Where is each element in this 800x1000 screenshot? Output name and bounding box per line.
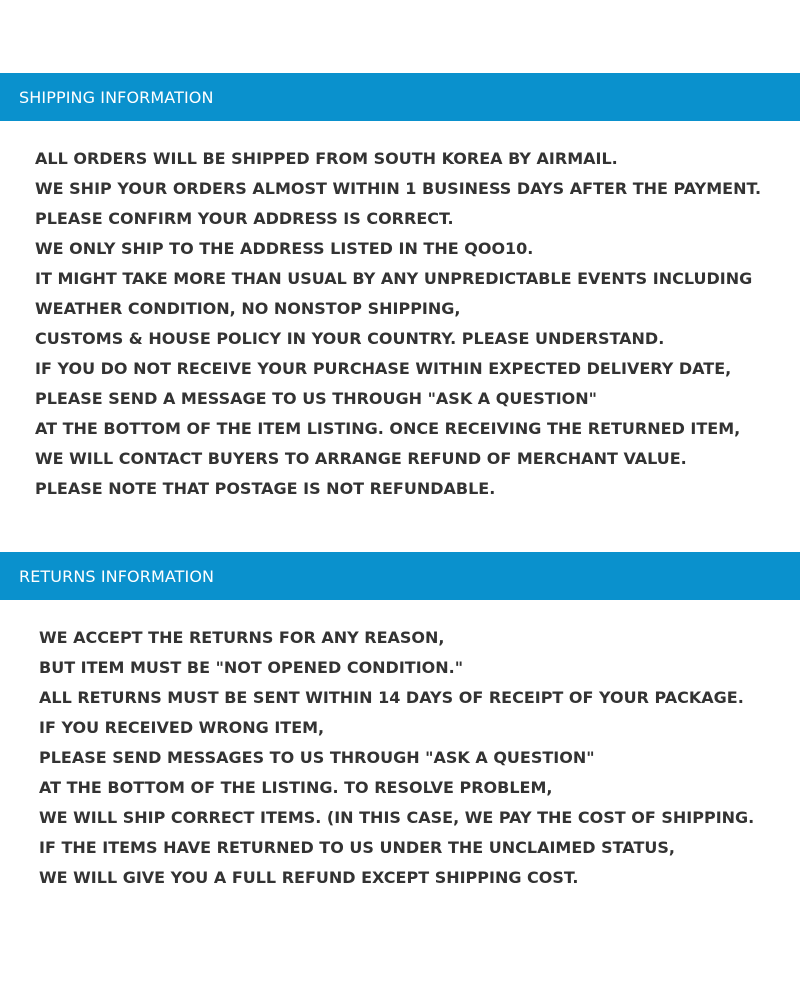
returns-line: WE WILL GIVE YOU A FULL REFUND EXCEPT SHIPPING COST. bbox=[39, 868, 579, 887]
shipping-line: WE WILL CONTACT BUYERS TO ARRANGE REFUND OF MERCHANT VALUE. bbox=[35, 449, 687, 468]
shipping-line: WEATHER CONDITION, NO NONSTOP SHIPPING, bbox=[35, 299, 461, 318]
shipping-line: IT MIGHT TAKE MORE THAN USUAL BY ANY UNPREDICTABLE EVENTS INCLUDING bbox=[35, 269, 753, 288]
shipping-line: PLEASE SEND A MESSAGE TO US THROUGH "ASK A QUESTION" bbox=[35, 389, 597, 408]
shipping-line: PLEASE CONFIRM YOUR ADDRESS IS CORRECT. bbox=[35, 209, 454, 228]
returns-line: IF YOU RECEIVED WRONG ITEM, bbox=[39, 718, 325, 737]
returns-line: ALL RETURNS MUST BE SENT WITHIN 14 DAYS OF RECEIPT OF YOUR PACKAGE. bbox=[39, 688, 744, 707]
shipping-information-header: SHIPPING INFORMATION bbox=[0, 73, 800, 121]
shipping-information-text bbox=[35, 144, 761, 504]
returns-line: PLEASE SEND MESSAGES TO US THROUGH "ASK A QUESTION" bbox=[39, 748, 595, 767]
shipping-line: WE ONLY SHIP TO THE ADDRESS LISTED IN THE QOO10. bbox=[35, 239, 534, 258]
shipping-line: CUSTOMS & HOUSE POLICY IN YOUR COUNTRY. PLEASE UNDERSTAND. bbox=[35, 329, 665, 348]
returns-information-text bbox=[39, 623, 754, 893]
shipping-line: WE SHIP YOUR ORDERS ALMOST WITHIN 1 BUSINESS DAYS AFTER THE PAYMENT. bbox=[35, 179, 762, 198]
shipping-line: PLEASE NOTE THAT POSTAGE IS NOT REFUNDABLE. bbox=[35, 479, 496, 498]
returns-line: IF THE ITEMS HAVE RETURNED TO US UNDER THE UNCLAIMED STATUS, bbox=[39, 838, 675, 857]
shipping-line: IF YOU DO NOT RECEIVE YOUR PURCHASE WITHIN EXPECTED DELIVERY DATE, bbox=[35, 359, 732, 378]
returns-line: WE ACCEPT THE RETURNS FOR ANY REASON, bbox=[39, 628, 445, 647]
returns-line: WE WILL SHIP CORRECT ITEMS. (IN THIS CASE, WE PAY THE COST OF SHIPPING. bbox=[39, 808, 755, 827]
returns-information-header: RETURNS INFORMATION bbox=[0, 552, 800, 600]
returns-line: AT THE BOTTOM OF THE LISTING. TO RESOLVE PROBLEM, bbox=[39, 778, 553, 797]
shipping-line: ALL ORDERS WILL BE SHIPPED FROM SOUTH KOREA BY AIRMAIL. bbox=[35, 149, 618, 168]
returns-line: BUT ITEM MUST BE "NOT OPENED CONDITION." bbox=[39, 658, 464, 677]
shipping-line: AT THE BOTTOM OF THE ITEM LISTING. ONCE RECEIVING THE RETURNED ITEM, bbox=[35, 419, 741, 438]
